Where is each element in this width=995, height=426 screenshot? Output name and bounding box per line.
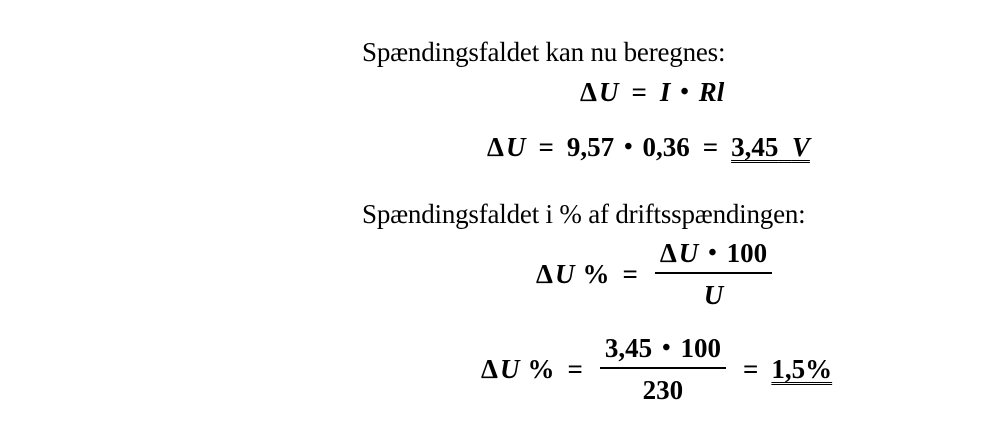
variable-rl: Rl: [698, 77, 725, 107]
equals-sign: =: [622, 259, 638, 289]
intro-text-2: Spændingsfaldet i % af driftsspændingen:: [362, 199, 806, 229]
multiply-dot: •: [624, 134, 633, 160]
variable-u: U: [598, 77, 619, 107]
formula-voltage-drop: [580, 77, 724, 108]
fraction-numerator: [655, 238, 772, 274]
value-hundred: 100: [680, 333, 721, 363]
fraction: [600, 333, 726, 406]
value-resistance: 0,36: [642, 132, 690, 162]
value-hundred: 100: [726, 238, 768, 268]
delta-symbol: Δ: [659, 238, 677, 268]
delta-symbol: Δ: [487, 132, 504, 162]
value-voltage-drop: 3,45: [604, 333, 653, 363]
equals-sign: =: [567, 354, 583, 384]
value-supply-voltage: 230: [642, 375, 684, 405]
calculation-voltage-drop-percent: [481, 333, 832, 406]
variable-u: U: [703, 280, 724, 310]
formula-voltage-drop-percent: [536, 238, 776, 311]
fraction-numerator: [600, 333, 726, 369]
fraction: [655, 238, 772, 311]
multiply-dot: •: [680, 79, 689, 105]
multiply-dot: •: [662, 335, 671, 361]
equals-sign-2: =: [742, 354, 759, 384]
percent-sign: %: [527, 354, 555, 384]
result-voltage-drop: [731, 132, 810, 163]
fraction-denominator: [643, 369, 684, 406]
variable-u: U: [554, 259, 575, 289]
result-value: 3,45: [731, 132, 779, 162]
delta-symbol: Δ: [536, 259, 553, 289]
value-current: 9,57: [566, 132, 615, 162]
calculation-voltage-drop: [487, 132, 810, 163]
equals-sign: =: [631, 77, 647, 107]
result-percent: 1,5%: [771, 354, 833, 384]
variable-u: U: [678, 238, 699, 268]
delta-symbol: Δ: [481, 354, 498, 384]
percent-sign: %: [582, 259, 610, 289]
variable-i: I: [659, 77, 671, 107]
intro-text-1: Spændingsfaldet kan nu beregnes:: [362, 37, 726, 67]
fraction-denominator: [704, 274, 724, 311]
delta-symbol: Δ: [580, 77, 597, 107]
result-unit: V: [791, 132, 810, 162]
equals-sign-2: =: [702, 132, 719, 162]
variable-u: U: [505, 132, 526, 162]
multiply-dot: •: [708, 240, 717, 266]
equals-sign: =: [538, 132, 554, 162]
variable-u: U: [499, 354, 520, 384]
